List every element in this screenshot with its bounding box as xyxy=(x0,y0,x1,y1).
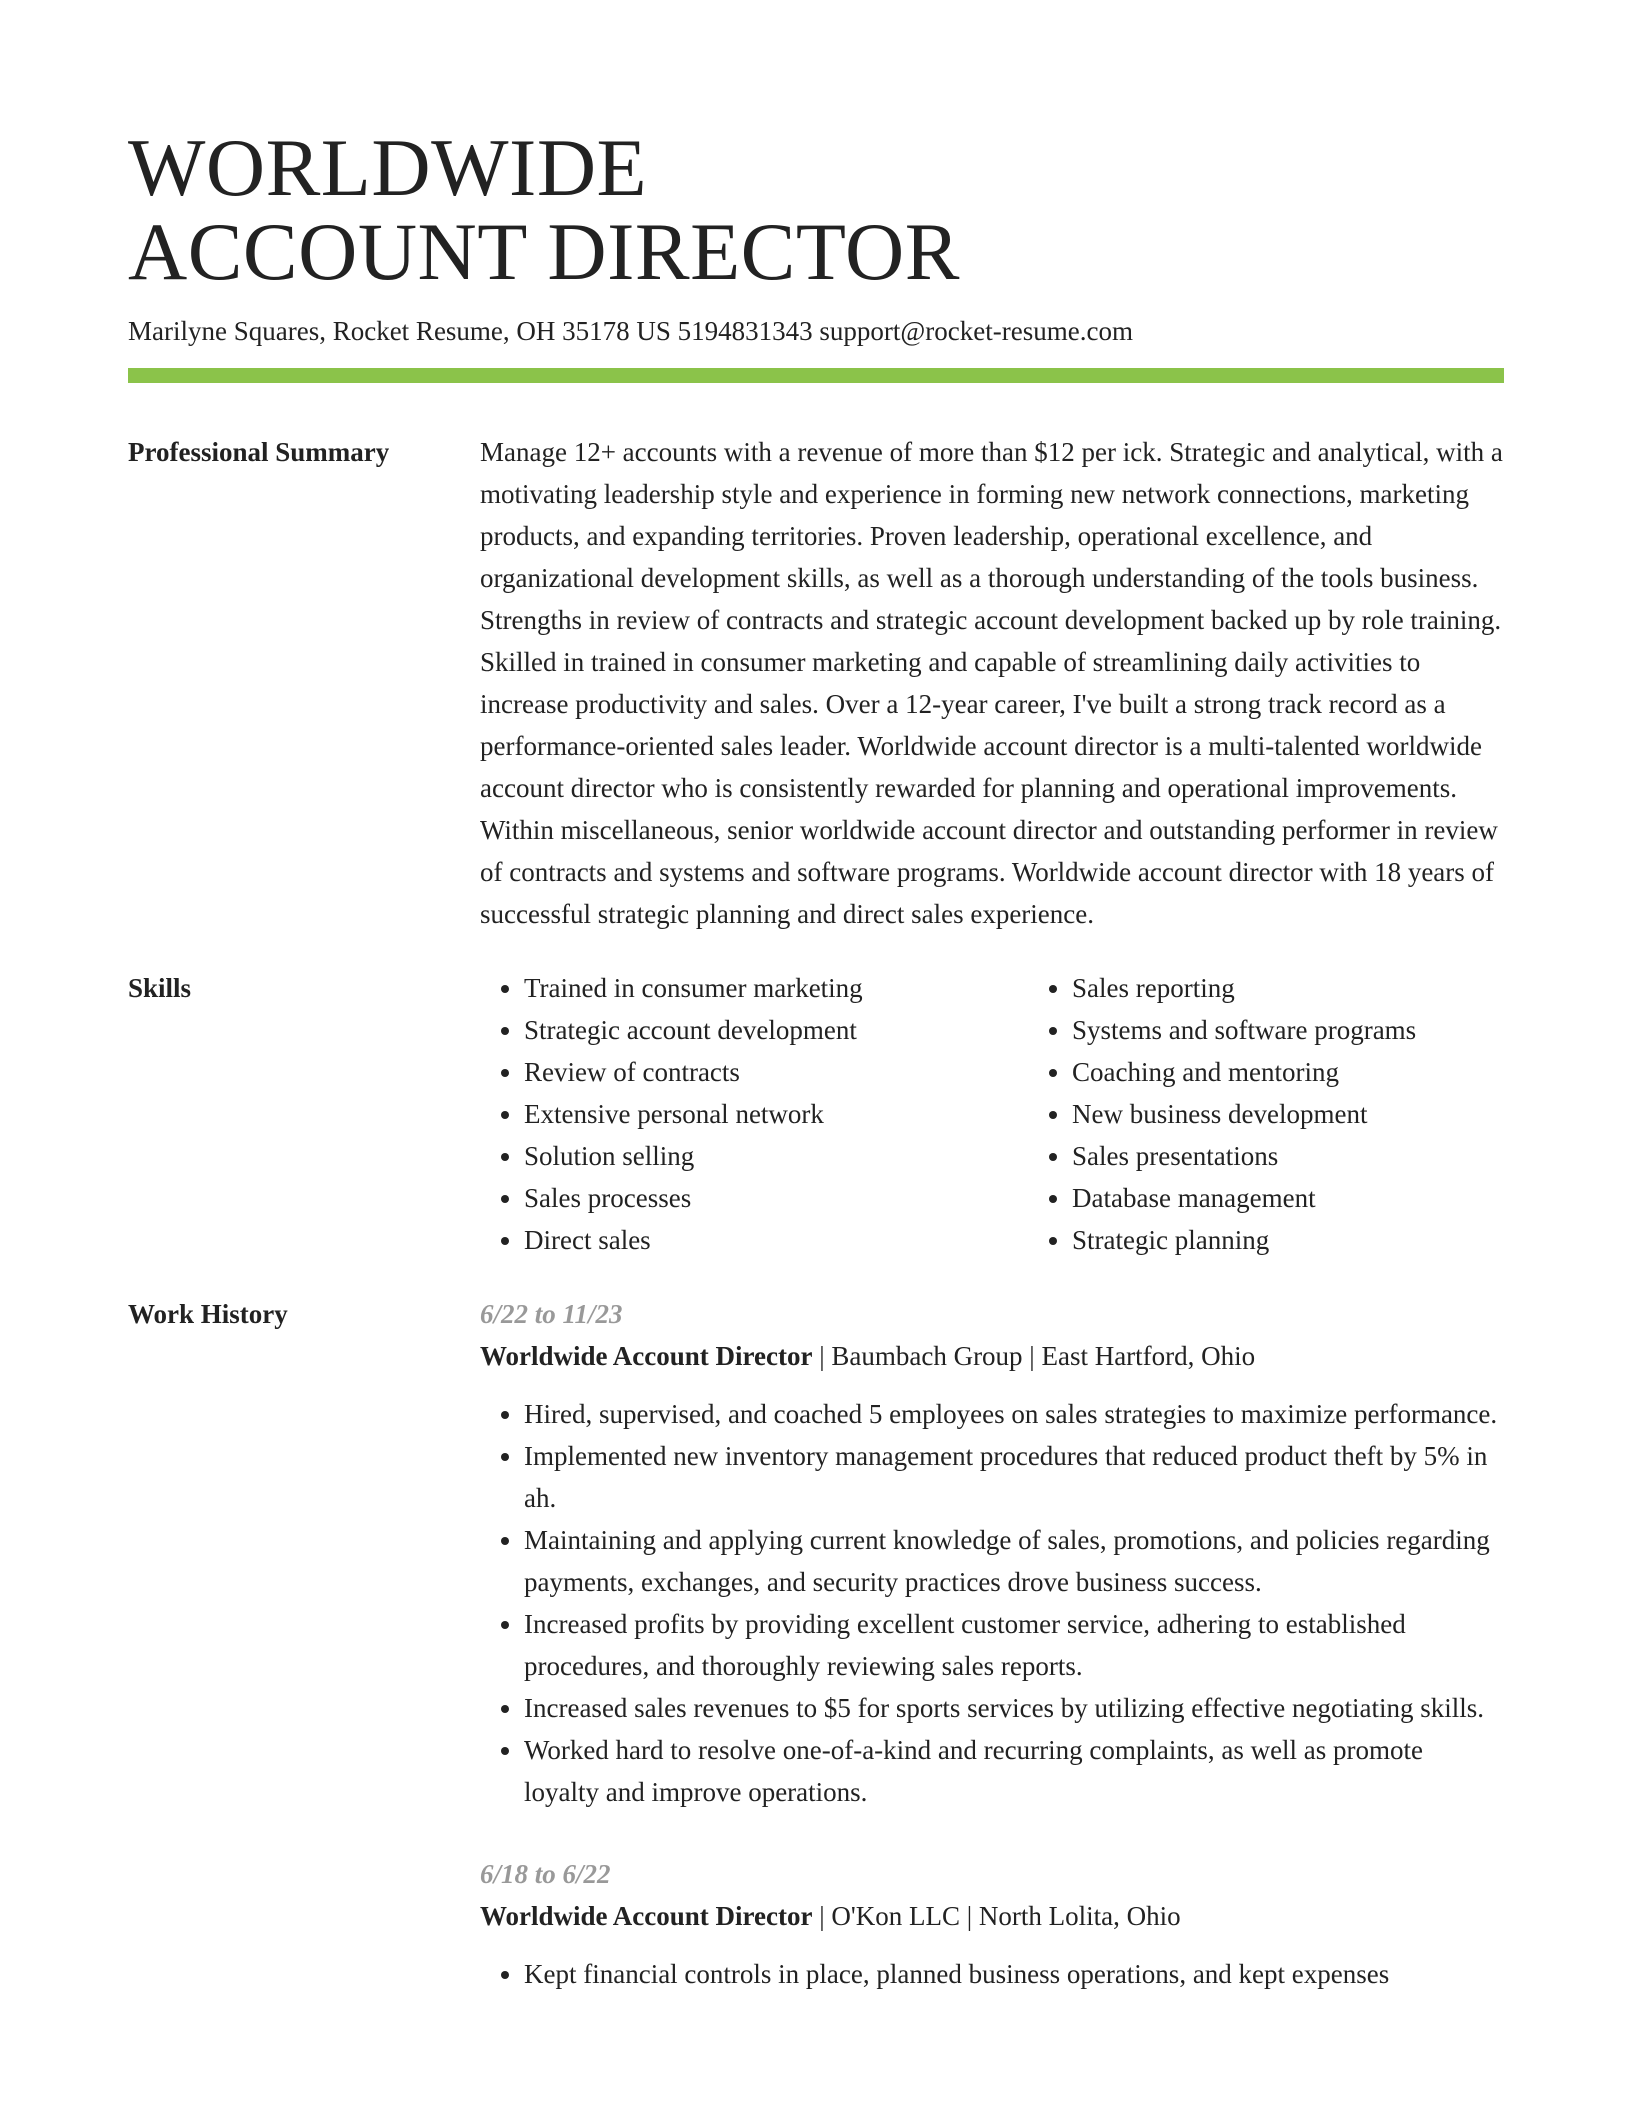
accent-divider xyxy=(128,368,1504,383)
skill-item: • Strategic planning xyxy=(1072,1219,1576,1261)
job-bullet: • Increased profits by providing excellent customer service, adhering to established procedures, and thoroughly reviewing sales reports. xyxy=(524,1603,1504,1687)
skill-item: • Review of contracts xyxy=(524,1051,1028,1093)
job-title: Worldwide Account Director xyxy=(480,1901,813,1931)
job-bullet: • Maintaining and applying current knowledge of sales, promotions, and policies regarding payments, exchanges, and security practices drove business success. xyxy=(524,1519,1504,1603)
contact-info: Marilyne Squares, Rocket Resume, OH 35178 US 5194831343 support@rocket-resume.com xyxy=(128,316,1133,346)
title-line-1: WORLDWIDE xyxy=(128,122,648,213)
job-bullet: • Hired, supervised, and coached 5 employees on sales strategies to maximize performance. xyxy=(524,1393,1504,1435)
job-heading xyxy=(480,1335,1504,1377)
skill-item: • Sales reporting xyxy=(1072,967,1576,1009)
job-entry xyxy=(480,1293,1504,1813)
skill-item: • Direct sales xyxy=(524,1219,1028,1261)
skill-item: • Trained in consumer marketing xyxy=(524,967,1028,1009)
job-dates: 6/18 to 6/22 xyxy=(480,1859,611,1889)
skill-item: • Coaching and mentoring xyxy=(1072,1051,1576,1093)
section-label-work: Work History xyxy=(128,1299,288,1329)
skill-item: • Strategic account development xyxy=(524,1009,1028,1051)
resume-title xyxy=(128,122,1504,297)
work-history-section xyxy=(128,1293,1504,1995)
summary-text: Manage 12+ accounts with a revenue of more than $12 per ick. Strategic and analytical, with a motivating leadership style and experience in forming new network connections, marketing products, and expanding territories. Proven leadership, operational excellence, and organizational development skills, as well as a thorough understanding of the tools business. Strengths in review of contracts and strategic account development backed up by role training. Skilled in trained in consumer marketing and capable of streamlining daily activities to increase productivity and sales. Over a 12-year career, I've built a strong track record as a performance-oriented sales leader. Worldwide account director is a multi-talented worldwide account director who is consistently rewarded for planning and operational improvements. Within miscellaneous, senior worldwide account director and outstanding performer in review of contracts and systems and software programs. Worldwide account director with 18 years of successful strategic planning and direct sales experience. xyxy=(480,437,1503,929)
skill-item: • Systems and software programs xyxy=(1072,1009,1576,1051)
job-details: | Baumbach Group | East Hartford, Ohio xyxy=(812,1341,1256,1371)
skill-item: • Sales presentations xyxy=(1072,1135,1576,1177)
job-bullet: • Kept financial controls in place, planned business operations, and kept expenses xyxy=(524,1953,1504,1995)
job-bullet-list xyxy=(480,1953,1504,1995)
skill-item: • Extensive personal network xyxy=(524,1093,1028,1135)
work-history-body xyxy=(480,1293,1504,1995)
job-bullet: • Increased sales revenues to $5 for sports services by utilizing effective negotiating skills. xyxy=(524,1687,1504,1729)
skill-item: • Database management xyxy=(1072,1177,1576,1219)
job-bullet-list xyxy=(480,1393,1504,1813)
job-heading xyxy=(480,1895,1504,1937)
skills-list-right xyxy=(1028,967,1576,1261)
resume-page xyxy=(128,122,1504,1995)
job-bullet: • Implemented new inventory management procedures that reduced product theft by 5% in ah. xyxy=(524,1435,1504,1519)
professional-summary-section xyxy=(128,431,1504,935)
skills-grid xyxy=(480,967,1576,1261)
section-label-skills: Skills xyxy=(128,973,192,1003)
job-details: | O'Kon LLC | North Lolita, Ohio xyxy=(812,1901,1181,1931)
title-line-2: ACCOUNT DIRECTOR xyxy=(128,206,960,297)
job-bullet: • Worked hard to resolve one-of-a-kind and recurring complaints, as well as promote loyalty and improve operations. xyxy=(524,1729,1504,1813)
skill-item: • New business development xyxy=(1072,1093,1576,1135)
skills-list-left xyxy=(480,967,1028,1261)
job-entry xyxy=(480,1853,1504,1995)
skill-item: • Solution selling xyxy=(524,1135,1028,1177)
skill-item: • Sales processes xyxy=(524,1177,1028,1219)
job-dates: 6/22 to 11/23 xyxy=(480,1299,623,1329)
section-label-summary: Professional Summary xyxy=(128,437,390,467)
skills-section xyxy=(128,967,1504,1261)
job-title: Worldwide Account Director xyxy=(480,1341,813,1371)
